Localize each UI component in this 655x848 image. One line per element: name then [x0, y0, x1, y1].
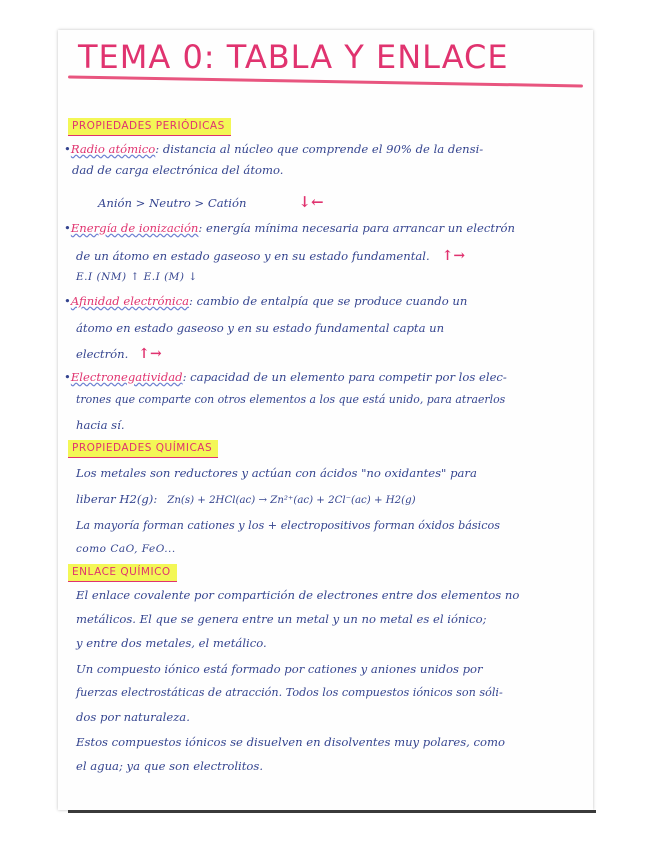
- section-header-bond: ENLACE QUÍMICO: [68, 564, 177, 582]
- ionization-term: Energía de ionización: [70, 221, 199, 235]
- electroneg-term: Electronegatividad: [70, 370, 183, 384]
- ionization-def-2: de un átomo en estado gaseoso y en su estado fundamental.: [76, 249, 430, 263]
- electroneg-def-1: : capacidad de un elemento para competir por los elec-: [182, 370, 507, 384]
- affinity-term: Afinidad electrónica: [70, 294, 190, 308]
- electroneg-line-2: trones que comparte con otros elementos a los que está unido, para atraerlos: [76, 393, 506, 406]
- affinity-trend-arrows: ↑→: [138, 346, 162, 362]
- bond-line-6: dos por naturaleza.: [76, 710, 190, 724]
- chemical-equation: Zn(s) + 2HCl(ac) → Zn²⁺(ac) + 2Cl⁻(ac) + H2(g): [167, 495, 416, 506]
- radius-trend-arrows: ↓←: [298, 193, 324, 211]
- bond-line-1: El enlace covalente por compartición de electrones entre dos elementos no: [76, 588, 520, 602]
- page-title: TEMA 0: TABLA Y ENLACE: [78, 38, 509, 76]
- electroneg-line-3: hacia sí.: [76, 418, 125, 432]
- page-edge-shadow: [68, 810, 596, 813]
- radius-line-1: •Radio atómico: distancia al núcleo que comprende el 90% de la densi-: [64, 142, 484, 156]
- affinity-line-3: [76, 346, 162, 362]
- ionization-line-2: [76, 248, 465, 264]
- bond-line-8: el agua; ya que son electrolitos.: [76, 759, 264, 773]
- radius-line-2: dad de carga electrónica del átomo.: [72, 163, 284, 177]
- section-header-periodic: PROPIEDADES PERIÓDICAS: [68, 118, 231, 136]
- chemical-line-1: Los metales son reductores y actúan con ácidos "no oxidantes" para: [76, 466, 477, 480]
- affinity-line-2: átomo en estado gaseoso y en su estado fundamental capta un: [76, 321, 445, 335]
- chemical-line-4: como CaO, FeO...: [76, 543, 176, 555]
- radius-term: Radio atómico: [70, 142, 156, 156]
- chemical-line-3: La mayoría forman cationes y los + electropositivos forman óxidos básicos: [76, 519, 500, 532]
- bond-line-4: Un compuesto iónico está formado por cationes y aniones unidos por: [76, 662, 483, 676]
- electroneg-line-1: •Electronegatividad: capacidad de un elemento para competir por los elec-: [64, 370, 507, 384]
- chemical-line-2-text: liberar H2(g):: [76, 492, 158, 506]
- affinity-def-1: : cambio de entalpía que se produce cuando un: [189, 294, 468, 308]
- notebook-page: [58, 30, 593, 810]
- chemical-line-2: [76, 492, 416, 506]
- radius-order: [98, 193, 324, 211]
- section-header-chemical: PROPIEDADES QUÍMICAS: [68, 440, 218, 458]
- affinity-line-1: •Afinidad electrónica: cambio de entalpía que se produce cuando un: [64, 294, 468, 308]
- title-underline: [68, 76, 583, 88]
- radius-order-text: Anión > Neutro > Catión: [98, 196, 247, 210]
- radius-def-1: : distancia al núcleo que comprende el 90% de la densi-: [155, 142, 484, 156]
- ionization-def-1: : energía mínima necesaria para arrancar un electrón: [198, 221, 515, 235]
- ionization-line-1: •Energía de ionización: energía mínima necesaria para arrancar un electrón: [64, 221, 515, 235]
- bond-line-3: y entre dos metales, el metálico.: [76, 636, 267, 650]
- bond-line-2: metálicos. El que se genera entre un metal y un no metal es el iónico;: [76, 612, 487, 626]
- affinity-def-3: electrón.: [76, 347, 129, 361]
- bond-line-5: fuerzas electrostáticas de atracción. Todos los compuestos iónicos son sóli-: [76, 686, 503, 699]
- bond-line-7: Estos compuestos iónicos se disuelven en disolventes muy polares, como: [76, 735, 505, 749]
- ionization-trend-arrows: ↑→: [441, 248, 466, 264]
- ionization-note: E.I (NM) ↑ E.I (M) ↓: [76, 271, 198, 283]
